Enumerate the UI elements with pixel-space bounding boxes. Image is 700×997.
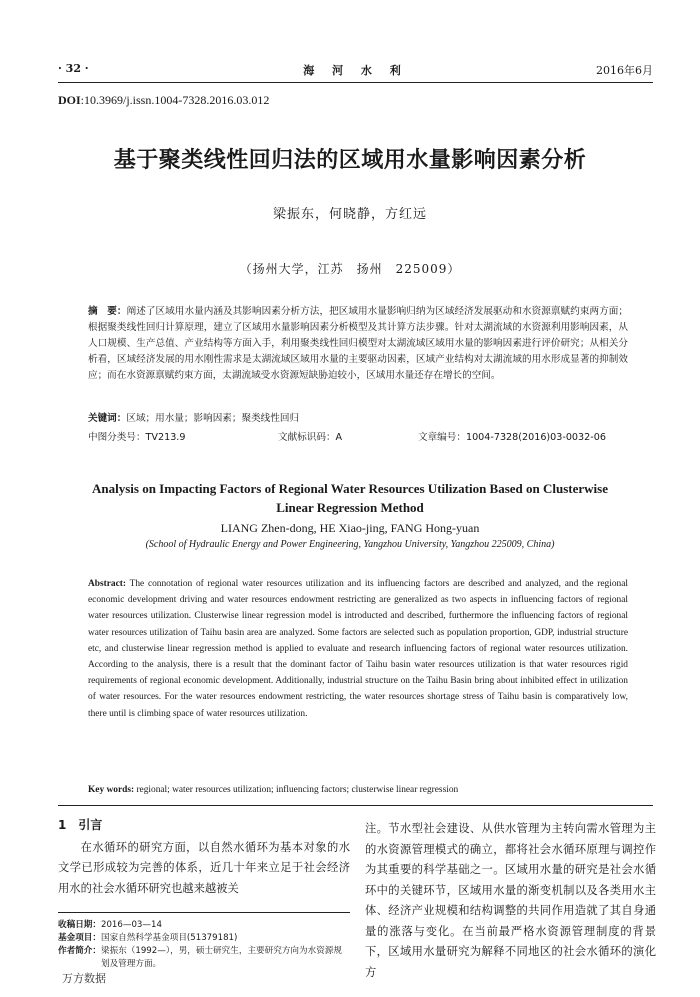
journal-name: 海 河 水 利 <box>303 64 408 77</box>
body-right-column: 注。节水型社会建设、从供水管理为主转向需水管理为主的水资源管理模式的确立，都将社会水循环原理与调控作为其重要的科学基础之一。区域用水量的研究是社会水循环中的关键环节，区域用水量的渐变机制以及各类用水主体、经济产业规模和结构调整的共同作用造就了其自身通量的涨落与变化。在当前最严格水资源管理制度的背景下，区域用水量研究为解释不同地区的社会水循环的演化方 <box>365 822 656 979</box>
title-en: Analysis on Impacting Factors of Regional Water Resources Utilization Based on Clusterwise Linear Regression Method <box>91 481 608 515</box>
authors-en: LIANG Zhen-dong, HE Xiao-jing, FANG Hong-yuan <box>220 521 480 535</box>
keywords-cn <box>88 410 299 424</box>
abstract-cn <box>88 304 628 384</box>
classification-row <box>88 429 628 443</box>
doi-value: :10.3969/j.issn.1004-7328.2016.03.012 <box>80 93 270 107</box>
doi-label: DOI <box>58 93 81 107</box>
document-code: 文献标识码：A <box>278 432 343 443</box>
affiliation-en: (School of Hydraulic Energy and Power Engineering, Yangzhou University, Yangzhou 225009, China) <box>145 539 555 550</box>
abstract-cn-label: 摘 要： <box>88 306 127 317</box>
keywords-cn-label: 关键词： <box>88 413 127 424</box>
affiliation-cn: （扬州大学，江苏 扬州 225009） <box>239 262 461 276</box>
issue-date: 2016年6月 <box>596 64 653 77</box>
section-heading: 1 引言 <box>58 818 103 832</box>
page-number: · 32 · <box>58 62 89 75</box>
footnote <box>58 919 350 971</box>
keywords-en-text: regional; water resources utilization; influencing factors; clusterwise linear regression <box>136 785 459 795</box>
body-paragraph-left: 在水循环的研究方面，以自然水循环为基本对象的水文学已形成较为完善的体系，近几十年来立足于社会经济用水的社会水循环研究也越来越被关 <box>58 840 350 895</box>
keywords-cn-text: 区域；用水量；影响因素；聚类线性回归 <box>126 413 300 424</box>
author-text: 梁振东（1992—），男，硕士研究生，主要研究方向为水资源规划及管理方面。 <box>100 946 342 969</box>
abstract-en-label: Abstract: <box>88 579 127 589</box>
received-label: 收稿日期： <box>58 920 101 930</box>
keywords-en-label: Key words: <box>88 785 135 795</box>
article-number: 文章编号：1004-7328(2016)03-0032-06 <box>418 432 606 443</box>
abstract-en <box>88 576 628 722</box>
clc-number: 中图分类号：TV213.9 <box>88 432 186 443</box>
header-rule <box>58 82 653 83</box>
author-label: 作者简介： <box>58 946 101 956</box>
keywords-en <box>88 785 458 795</box>
fund-label: 基金项目： <box>58 933 101 943</box>
section-rule <box>58 805 653 806</box>
fund-text: 国家自然科学基金项目(51379181) <box>100 933 238 943</box>
abstract-en-text: The connotation of regional water resources utilization and its influencing factors are described and analyzed, and the regional economic development driving and water resources endowment restricting are generalized as two aspects in influencing factors of regional water resources utilization. Clusterwise linear regression model is introducted and described, furthermore the influencing factors of regional water resources utilization of Taihu basin area are analyzed. Some factors are selected such as population proportion, GDP, industrial structure etc, and clusterwise linear regression method is applied to evaluate and research influencing factors of regional water resources utilization. According to the analysis, there is a result that the dominant factor of Taihu basin water resources utilization is that water resources rigid requirements of regional economic development. Additionally, industrial structure on the Taihu Basin bring about inhibited effect in utilization of water resources. For the water resources endowment restricting, the water resources shortage stress of Taihu basin is comparatively low, there until is climbing space of water resources utilization. <box>88 579 628 719</box>
doi-line <box>58 93 269 108</box>
running-header <box>58 62 653 78</box>
watermark: 万方数据 <box>62 972 106 985</box>
body-left-column <box>58 815 350 899</box>
title-cn: 基于聚类线性回归法的区域用水量影响因素分析 <box>113 148 587 173</box>
footnote-author <box>58 945 350 971</box>
received-date: 2016—03—14 <box>100 920 162 930</box>
footnote-received <box>58 919 350 932</box>
authors-cn: 梁振东，何晓静，方红远 <box>272 207 427 222</box>
abstract-cn-text: 阐述了区域用水量内涵及其影响因素分析方法，把区域用水量影响归纳为区域经济发展驱动和水资源禀赋约束两方面；根据聚类线性回归计算原理，建立了区域用水量影响因素分析模型及其计算方法步骤。针对太湖流域的水资源利用影响因素，从人口规模、生产总值、产业结构等方面入手，利用聚类线性回归模型对太湖流域区域用水量的影响因素进行评价研究；从相关分析看，区域经济发展的用水刚性需求是太湖流域区域用水量的主要驱动因素，区域产业结构对太湖流域的用水形成显著的抑制效应；而在水资源禀赋约束方面，太湖流域受水资源短缺胁迫较小，区域用水量还存在增长的空间。 <box>88 306 629 381</box>
footnote-fund <box>58 932 350 945</box>
footnote-rule <box>58 912 350 913</box>
